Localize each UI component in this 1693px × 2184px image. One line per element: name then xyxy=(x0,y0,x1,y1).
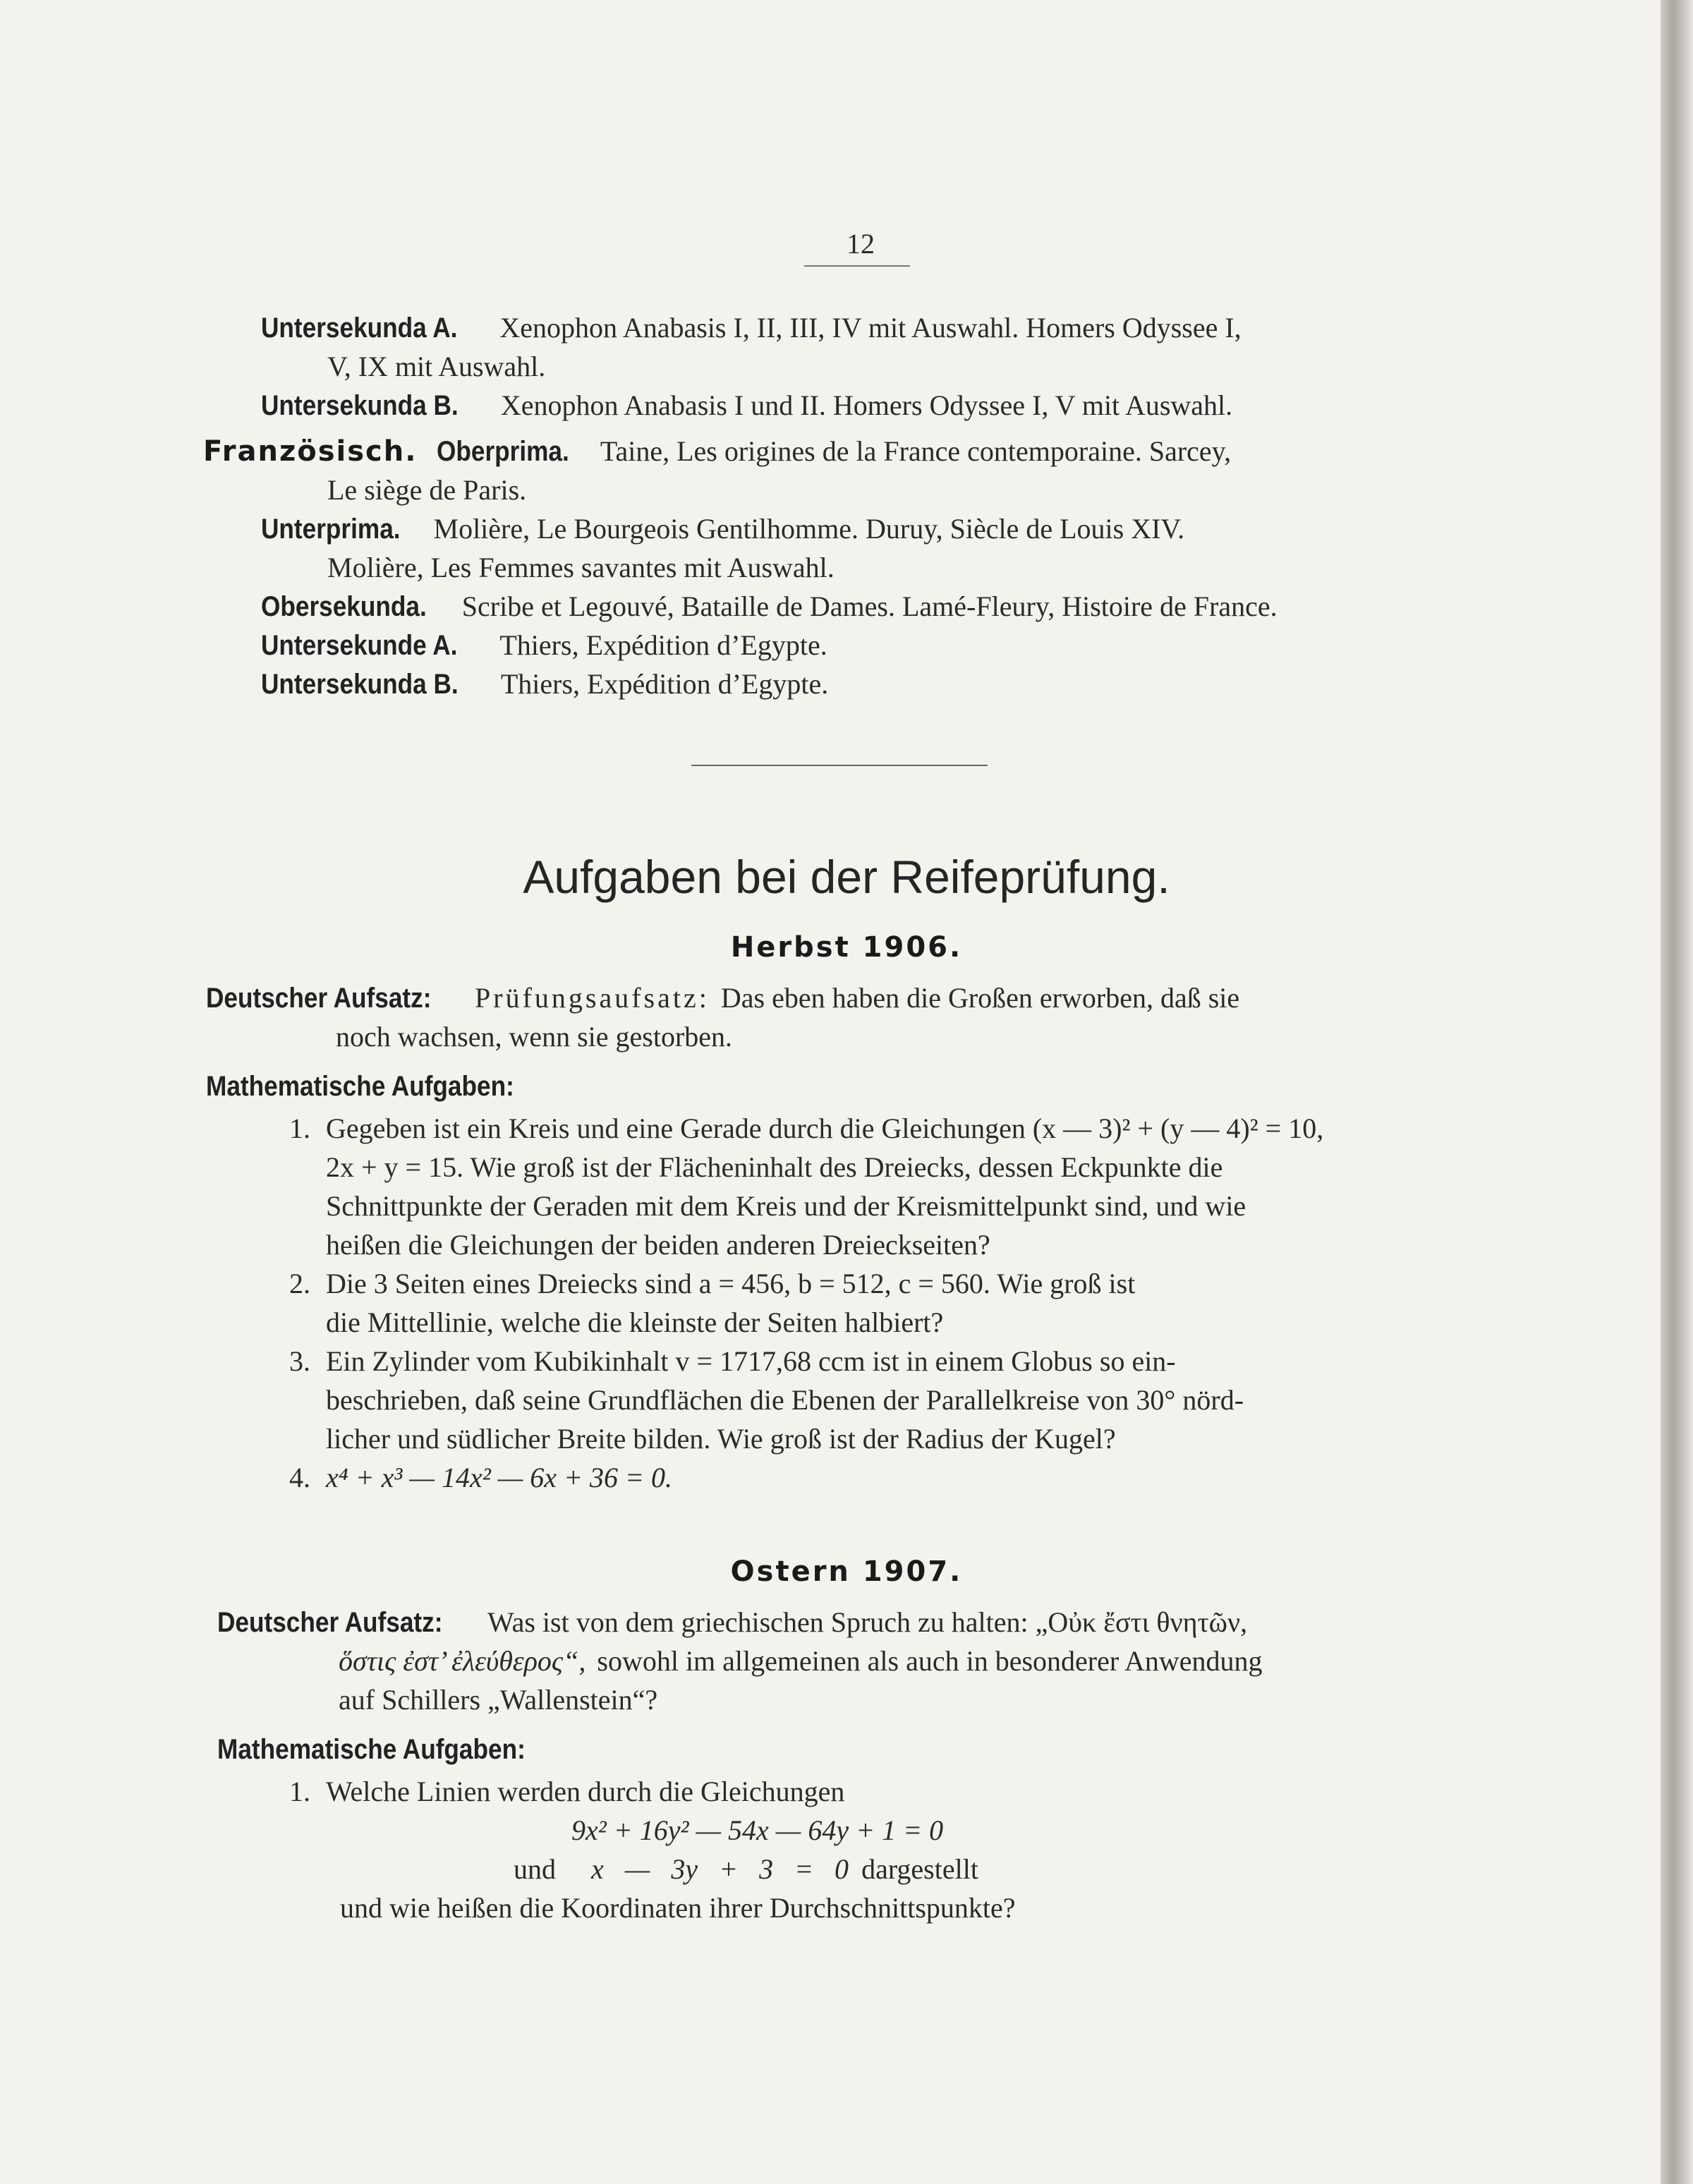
essay-line xyxy=(206,984,1239,1012)
task-text: 2x + y = 15. Wie groß ist der Flächeninhalt des Dreiecks, dessen Eckpunkte die xyxy=(326,1151,1223,1183)
und-word: und xyxy=(514,1853,556,1885)
reading-line xyxy=(261,590,1278,622)
task-text: Schnittpunkte der Geraden mit dem Kreis und der Kreismittelpunkt sind, und wie xyxy=(326,1190,1246,1222)
page-number-rule xyxy=(804,265,910,267)
class-label: Oberprima. xyxy=(437,436,570,467)
essay-text: Das eben haben die Großen erworben, daß sie xyxy=(720,982,1240,1014)
class-label: Untersekunda B. xyxy=(261,390,459,421)
task-text: beschrieben, daß seine Grundflächen die Ebenen der Parallelkreise von 30° nörd- xyxy=(326,1384,1244,1416)
reading-line xyxy=(261,631,827,660)
reading-line xyxy=(261,389,1233,421)
task-line xyxy=(268,1347,1176,1376)
task-text: Gegeben ist ein Kreis und eine Gerade durch die Gleichungen (x — 3)² + (y — 4)² = 10, xyxy=(326,1112,1324,1144)
math-label: Mathematische Aufgaben: xyxy=(217,1734,526,1765)
reading-text: Taine, Les origines de la France contemporaine. Sarcey, xyxy=(600,435,1232,467)
reading-line xyxy=(203,437,1231,466)
greek-quote: ὅστις ἐστ’ ἐλεύθερος“, xyxy=(339,1645,586,1677)
task-text: Welche Linien werden durch die Gleichungen xyxy=(326,1776,845,1807)
task-line xyxy=(268,1112,1324,1144)
task-number: 1. xyxy=(289,1776,310,1807)
equation-line xyxy=(514,1855,978,1883)
subject-label: Französisch. xyxy=(203,435,418,468)
page-title: Aufgaben bei der Reifeprüfung. xyxy=(523,851,1170,903)
class-label: Obersekunda. xyxy=(261,591,427,622)
task-line xyxy=(268,1270,1135,1298)
section-divider xyxy=(691,765,988,766)
class-label: Unterprima. xyxy=(261,514,401,545)
task-number: 2. xyxy=(289,1268,310,1299)
essay-continuation xyxy=(339,1647,1262,1675)
page-edge-shadow xyxy=(1661,0,1693,2184)
essay-text: Was ist von dem griechischen Spruch zu halten: „Οὐκ ἔστι θνητῶν, xyxy=(487,1606,1248,1638)
class-label: Untersekunda B. xyxy=(261,669,459,700)
reading-text: Scribe et Legouvé, Bataille de Dames. Lamé-Fleury, Histoire de France. xyxy=(461,590,1278,622)
task-line xyxy=(268,1778,844,1806)
reading-text: Thiers, Expédition d’Egypte. xyxy=(500,668,829,700)
reading-continuation: V, IX mit Auswahl. xyxy=(327,351,546,382)
essay-label: Deutscher Aufsatz: xyxy=(217,1607,443,1638)
task-number: 3. xyxy=(289,1345,310,1377)
task-text: Ein Zylinder vom Kubikinhalt v = 1717,68 ccm ist in einem Globus so ein- xyxy=(326,1345,1176,1377)
task-text: und wie heißen die Koordinaten ihrer Durchschnittspunkte? xyxy=(340,1892,1016,1924)
equation: 9x² + 16y² — 54x — 64y + 1 = 0 xyxy=(571,1814,944,1846)
task-number: 4. xyxy=(289,1462,310,1493)
reading-text: Thiers, Expédition d’Egypte. xyxy=(499,629,827,661)
task-text: Die 3 Seiten eines Dreiecks sind a = 456, b = 512, c = 560. Wie groß ist xyxy=(326,1268,1136,1299)
essay-continuation: auf Schillers „Wallenstein“? xyxy=(339,1684,658,1716)
math-label: Mathematische Aufgaben: xyxy=(206,1071,514,1102)
essay-kind: Prüfungsaufsatz: xyxy=(475,982,710,1014)
reading-text: Xenophon Anabasis I, II, III, IV mit Auswahl. Homers Odyssee I, xyxy=(499,312,1242,344)
task-text: die Mittellinie, welche die kleinste der Seiten halbiert? xyxy=(326,1306,944,1338)
equation: x — 3y + 3 = 0 xyxy=(591,1853,849,1885)
reading-text: Molière, Le Bourgeois Gentilhomme. Duruy, Siècle de Louis XIV. xyxy=(433,513,1185,545)
reading-continuation: Le siège de Paris. xyxy=(327,474,527,506)
task-line xyxy=(268,1464,672,1492)
task-text: licher und südlicher Breite bilden. Wie groß ist der Radius der Kugel? xyxy=(326,1423,1116,1455)
session-heading: Herbst 1906. xyxy=(730,931,963,964)
class-label: Untersekunde A. xyxy=(261,630,458,661)
page-number: 12 xyxy=(846,228,875,260)
reading-text: Xenophon Anabasis I und II. Homers Odyssee I, V mit Auswahl. xyxy=(500,389,1233,421)
dargestellt-word: dargestellt xyxy=(861,1853,978,1885)
essay-label: Deutscher Aufsatz: xyxy=(206,983,432,1014)
reading-line xyxy=(261,515,1184,543)
essay-text: sowohl im allgemeinen als auch in besonderer Anwendung xyxy=(597,1645,1263,1677)
essay-line xyxy=(217,1608,1247,1637)
session-heading: Ostern 1907. xyxy=(730,1555,963,1588)
reading-continuation: Molière, Les Femmes savantes mit Auswahl. xyxy=(327,552,835,583)
essay-continuation: noch wachsen, wenn sie gestorben. xyxy=(336,1021,733,1052)
task-text: heißen die Gleichungen der beiden anderen Dreieckseiten? xyxy=(326,1229,990,1261)
task-text: x⁴ + x³ — 14x² — 6x + 36 = 0. xyxy=(326,1462,673,1493)
reading-line xyxy=(261,670,828,698)
class-label: Untersekunda A. xyxy=(261,313,458,344)
task-number: 1. xyxy=(289,1112,310,1144)
reading-line xyxy=(261,314,1242,342)
